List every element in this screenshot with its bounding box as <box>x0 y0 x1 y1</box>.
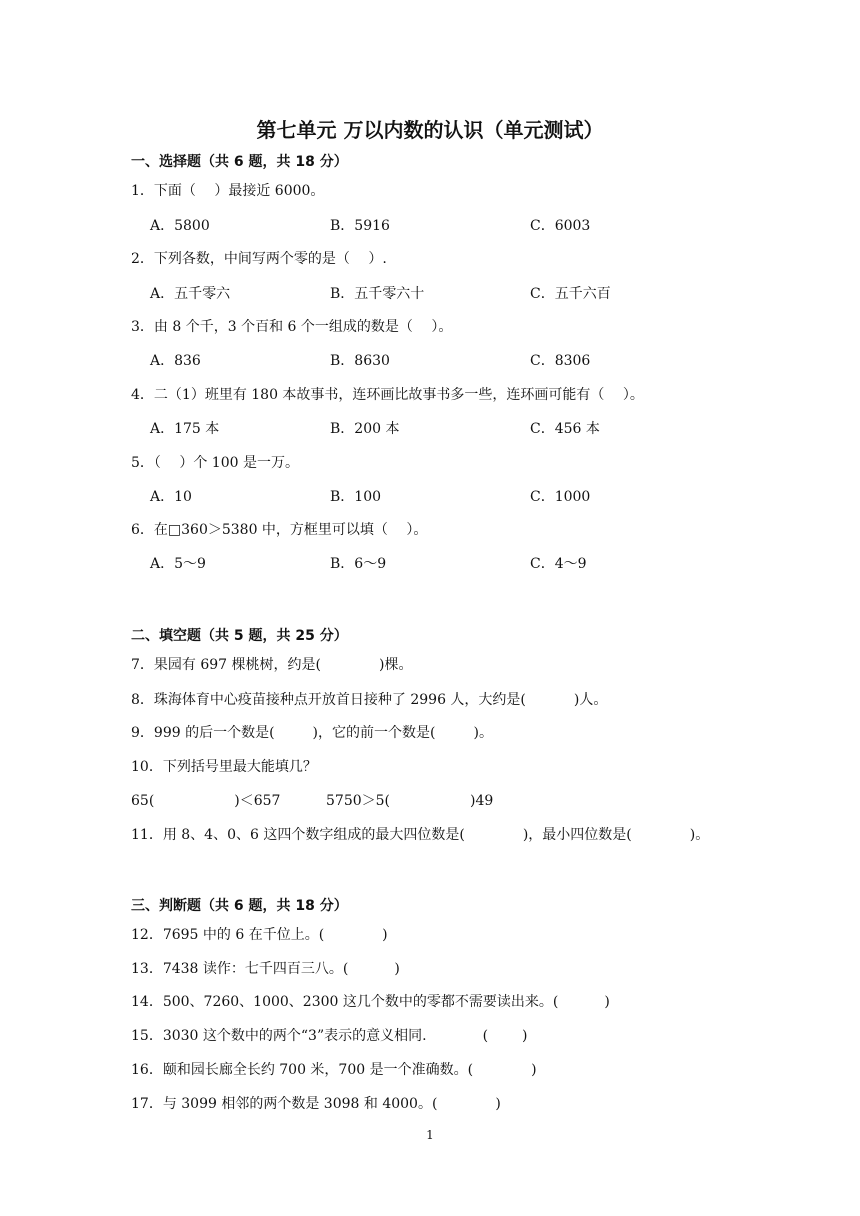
option-3a: A．836 <box>150 353 201 369</box>
question-10a-text: 65( <box>131 793 155 809</box>
question-9-mid: )，它的前一个数是( <box>312 725 436 741</box>
option-4c: C．456 本 <box>530 421 600 437</box>
question-6: 6．在□360＞5380 中，方框里可以填（ ）。 <box>131 522 428 538</box>
option-4b: B．200 本 <box>330 421 400 437</box>
question-10a <box>131 790 280 810</box>
question-17-suffix: ) <box>495 1096 501 1112</box>
question-15-paren: ( <box>482 1028 489 1044</box>
option-1c: C．6003 <box>530 218 591 234</box>
option-5b: B．100 <box>330 489 382 505</box>
question-8-text: 8．珠海体育中心疫苗接种点开放首日接种了 2996 人，大约是( <box>131 692 526 708</box>
question-8-suffix: )人。 <box>573 692 608 708</box>
question-16-text: 16．颐和园长廊全长约 700 米，700 是一个准确数。( <box>131 1062 474 1078</box>
question-15 <box>131 1025 528 1045</box>
question-13 <box>131 958 400 978</box>
question-7 <box>131 654 412 674</box>
question-9-text: 9．999 的后一个数是( <box>131 725 275 741</box>
option-3b: B．8630 <box>330 353 390 369</box>
option-2b: B．五千零六十 <box>330 286 425 302</box>
question-15-text: 15．3030 这个数中的两个“3”表示的意义相同. <box>131 1028 427 1044</box>
question-13-suffix: ) <box>394 961 400 977</box>
question-10a-suffix: )＜657 <box>234 793 281 809</box>
section-heading-choice: 一、选择题（共 6 题，共 18 分） <box>131 154 348 170</box>
question-10b-suffix: )49 <box>470 793 494 809</box>
section-heading-judge: 三、判断题（共 6 题，共 18 分） <box>131 898 348 914</box>
option-3c: C．8306 <box>530 353 591 369</box>
question-2: 2．下列各数，中间写两个零的是（ ）. <box>131 251 387 267</box>
question-5: 5．（ ）个 100 是一万。 <box>131 455 299 471</box>
question-9-suffix: )。 <box>473 725 493 741</box>
question-9 <box>131 722 493 742</box>
option-5c: C．1000 <box>530 489 591 505</box>
question-11-mid: )，最小四位数是( <box>522 827 632 843</box>
question-3: 3．由 8 个千，3 个百和 6 个一组成的数是（ ）。 <box>131 319 453 335</box>
question-11 <box>131 824 709 844</box>
question-12-suffix: ) <box>382 927 388 943</box>
page-number: 1 <box>426 1128 434 1142</box>
question-16-suffix: ) <box>531 1062 537 1078</box>
option-2c: C．五千六百 <box>530 286 611 302</box>
question-10: 10．下列括号里最大能填几？ <box>131 759 317 775</box>
question-16 <box>131 1059 537 1079</box>
option-6c: C．4～9 <box>530 556 587 572</box>
question-4: 4．二（1）班里有 180 本故事书，连环画比故事书多一些，连环画可能有（ ）。 <box>131 387 644 403</box>
question-12 <box>131 924 388 944</box>
question-14-text: 14．500、7260、1000、2300 这几个数中的零都不需要读出来。( <box>131 994 559 1010</box>
option-5a: A．10 <box>150 489 192 505</box>
section-heading-fill: 二、填空题（共 5 题，共 25 分） <box>131 628 348 644</box>
question-14 <box>131 991 610 1011</box>
option-6b: B．6～9 <box>330 556 387 572</box>
question-1: 1．下面（ ）最接近 6000。 <box>131 183 325 199</box>
option-2a: A．五千零六 <box>150 286 231 302</box>
question-15-suffix: ) <box>522 1028 528 1044</box>
question-7-text: 7．果园有 697 棵桃树，约是( <box>131 657 321 673</box>
question-17 <box>131 1093 501 1113</box>
question-17-text: 17．与 3099 相邻的两个数是 3098 和 4000。( <box>131 1096 438 1112</box>
question-10b-text: 5750＞5( <box>326 793 390 809</box>
option-1a: A．5800 <box>150 218 210 234</box>
option-6a: A．5～9 <box>150 556 206 572</box>
page-title: 第七单元 万以内数的认识（单元测试） <box>256 118 604 142</box>
question-12-text: 12．7695 中的 6 在千位上。( <box>131 927 325 943</box>
question-11-text: 11．用 8、4、0、6 这四个数字组成的最大四位数是( <box>131 827 465 843</box>
question-14-suffix: ) <box>604 994 610 1010</box>
question-11-suffix: )。 <box>689 827 710 843</box>
question-8 <box>131 689 607 709</box>
question-7-suffix: )棵。 <box>379 657 413 673</box>
option-4a: A．175 本 <box>150 421 220 437</box>
option-1b: B．5916 <box>330 218 390 234</box>
question-10b <box>326 790 493 810</box>
question-13-text: 13．7438 读作：七千四百三八。( <box>131 961 349 977</box>
